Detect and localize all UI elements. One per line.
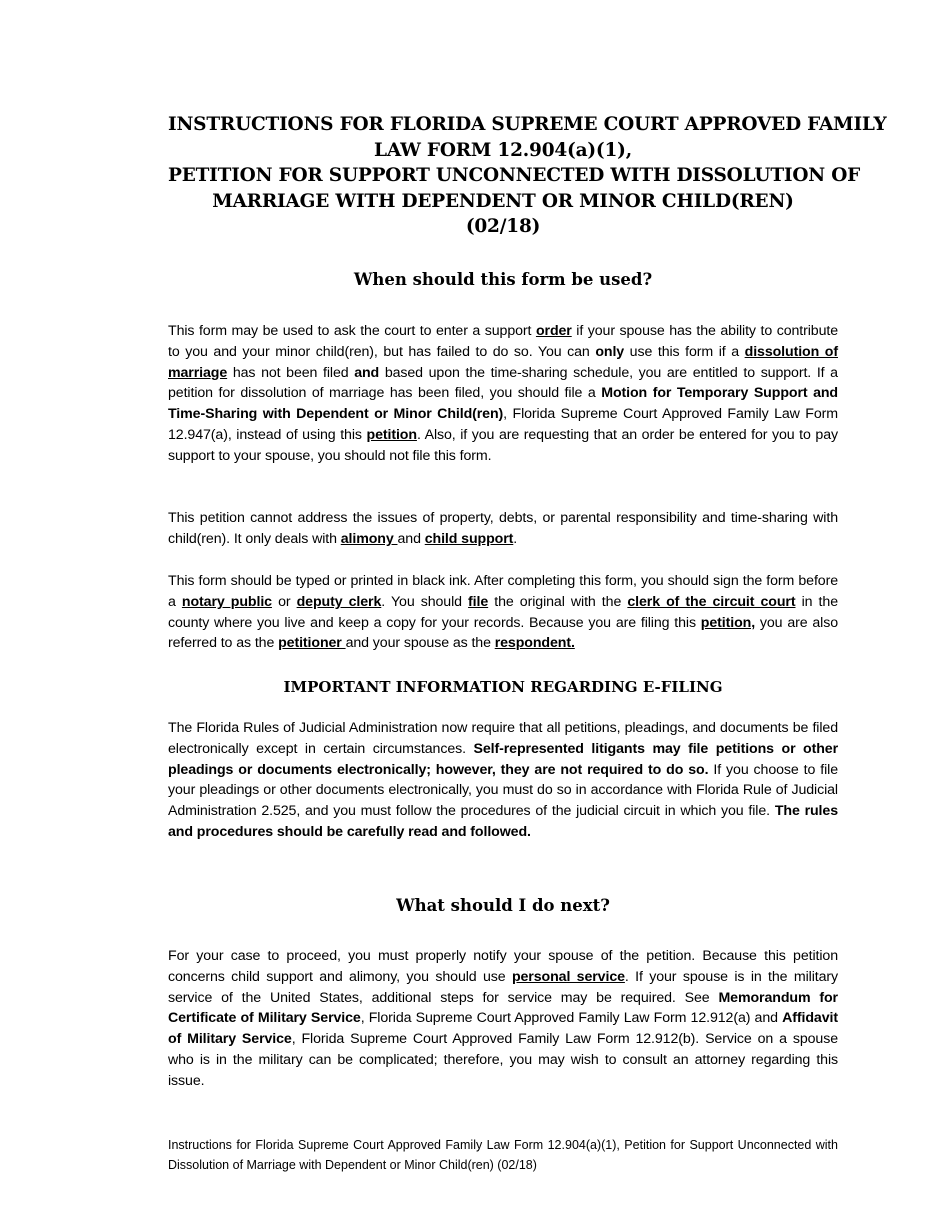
section-heading-when-used: When should this form be used? bbox=[353, 270, 653, 289]
term-child-support: child support bbox=[424, 530, 514, 547]
title-line: (02/18) bbox=[465, 216, 541, 237]
term-petitioner: petitioner bbox=[278, 635, 346, 652]
form-reference-motion: Motion for Temporary Support and Time-Sharing with Dependent or Minor Child(ren) bbox=[168, 385, 838, 423]
paragraph-completion: This form should be typed or printed in black ink. After completing this form, you should sign the form before a notary public or deputy clerk. You should file the original with the clerk of the circuit court in the county where you live and keep a copy for your records. Because you are filing this petition, you are also referred to as the petitioner and your spouse as the respondent. bbox=[168, 573, 838, 652]
title-line: LAW FORM 12.904(a)(1), bbox=[374, 139, 632, 161]
term-personal-service: personal service bbox=[511, 968, 625, 985]
term-dissolution-of-marriage: dissolution of marriage bbox=[168, 343, 838, 381]
title-line: INSTRUCTIONS FOR FLORIDA SUPREME COURT APPROVED FAMILY bbox=[168, 114, 887, 135]
term-deputy-clerk: deputy clerk bbox=[296, 593, 382, 610]
section-heading-next-steps: What should I do next? bbox=[396, 896, 610, 915]
paragraph-scope: This petition cannot address the issues of property, debts, or parental responsibility and time-sharing with child(ren). It only deals with alimony and child support. bbox=[168, 510, 838, 547]
section-heading-e-filing: IMPORTANT INFORMATION REGARDING E-FILING bbox=[283, 678, 723, 696]
term-respondent: respondent. bbox=[494, 635, 575, 652]
title-line: MARRIAGE WITH DEPENDENT OR MINOR CHILD(REN) bbox=[212, 190, 794, 212]
term-notary-public: notary public bbox=[181, 593, 272, 610]
term-petition: petition bbox=[366, 426, 417, 443]
term-file: file bbox=[468, 593, 489, 610]
form-reference-memorandum: Memorandum for Certificate of Military Service bbox=[168, 989, 838, 1027]
term-clerk-of-circuit-court: clerk of the circuit court bbox=[627, 593, 796, 610]
page-title bbox=[168, 112, 887, 240]
form-reference-affidavit: Affidavit of Military Service bbox=[168, 1010, 838, 1048]
page-footer: Instructions for Florida Supreme Court Approved Family Law Form 12.904(a)(1), Petition for Support Unconnected with Dissolution of Marriage with Dependent or Minor Child(ren) (02/18) bbox=[168, 1138, 838, 1172]
paragraph-form-usage: This form may be used to ask the court to enter a support order if your spouse has the ability to contribute to you and your minor child(ren), but has failed to do so. You can only use this form if a dissolution of marriage has not been filed and based upon the time-sharing schedule, you are entitled to support. If a petition for dissolution of marriage has been filed, you should file a Motion for Temporary Support and Time-Sharing with Dependent or Minor Child(ren), Florida Supreme Court Approved Family Law Form 12.947(a), instead of using this petition. Also, if you are requesting that an order be entered for you to pay support to your spouse, you should not file this form. bbox=[168, 323, 839, 464]
term-order: order bbox=[535, 323, 572, 339]
term-petition: petition, bbox=[700, 614, 756, 631]
title-line: PETITION FOR SUPPORT UNCONNECTED WITH DISSOLUTION OF bbox=[168, 165, 861, 186]
term-alimony: alimony bbox=[340, 530, 398, 547]
paragraph-e-filing: The Florida Rules of Judicial Administration now require that all petitions, pleadings, and documents be filed electronically except in certain circumstances. Self-represented litigants may file petitions or other pleadings or documents electronically; however, they are not required to do so. If you choose to file your pleadings or other documents electronically, you must do so in accordance with Florida Rule of Judicial Administration 2.525, and you must follow the procedures of the judicial circuit in which you file. The rules and procedures should be carefully read and followed. bbox=[168, 720, 839, 840]
paragraph-next-steps: For your case to proceed, you must properly notify your spouse of the petition. Because this petition concerns child support and alimony, you should use personal service. If your spouse is in the military service of the United States, additional steps for service may be required. See Memorandum for Certificate of Military Service, Florida Supreme Court Approved Family Law Form 12.912(a) and Affidavit of Military Service, Florida Supreme Court Approved Family Law Form 12.912(b). Service on a spouse who is in the military can be complicated; therefore, you may wish to consult an attorney regarding this issue. bbox=[168, 948, 838, 1089]
